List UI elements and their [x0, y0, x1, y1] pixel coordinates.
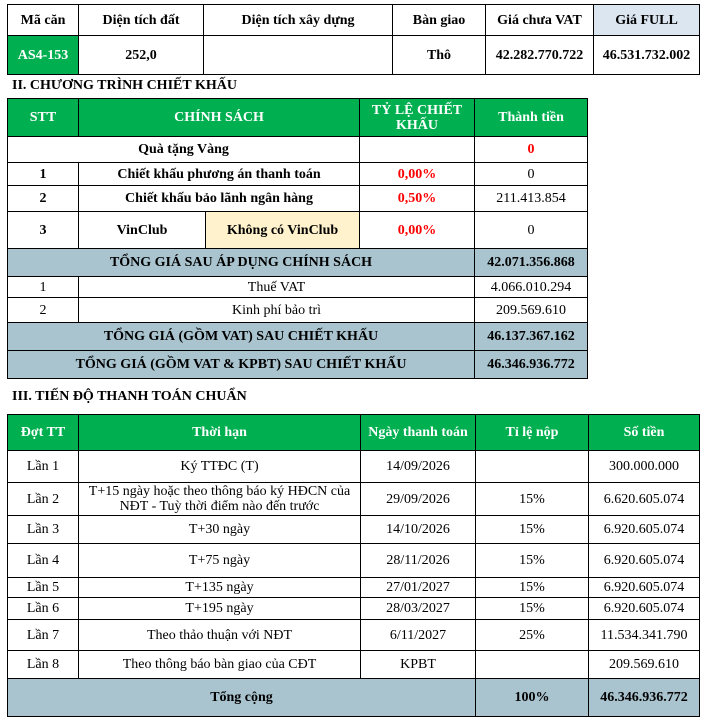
payment-date: 28/11/2026: [361, 544, 476, 578]
header-handover: Bàn giao: [393, 5, 486, 36]
payment-term: T+15 ngày hoặc theo thông báo ký HĐCN của NĐT - Tuỳ thời điểm nào đến trước: [79, 483, 361, 516]
fee-label: Thuế VAT: [79, 277, 475, 298]
payment-date: 27/01/2027: [361, 578, 476, 598]
payment-date: 29/09/2026: [361, 483, 476, 516]
payment-phase: Lần 8: [8, 651, 79, 679]
payment-table: [7, 414, 700, 717]
payment-rate: [476, 451, 589, 483]
vinclub-amount: 0: [475, 212, 588, 249]
payment-date: 6/11/2027: [361, 620, 476, 651]
payment-amount: 6.920.605.074: [589, 516, 700, 544]
payment-rate: 15%: [476, 483, 589, 516]
fee-amount: 4.066.010.294: [475, 277, 588, 298]
gift-amount: 0: [475, 137, 588, 163]
discount-table: [7, 98, 588, 379]
payment-total-rate: 100%: [476, 679, 589, 717]
discount-policy: Chiết khấu bảo lãnh ngân hàng: [79, 186, 360, 212]
header-amount: Thành tiền: [475, 99, 588, 137]
discount-policy: Chiết khấu phương án thanh toán: [79, 163, 360, 186]
payment-date: 14/10/2026: [361, 516, 476, 544]
handover-cell: Thô: [393, 36, 486, 75]
header-phase: Đợt TT: [8, 415, 79, 451]
payment-amount: 6.920.605.074: [589, 544, 700, 578]
vinclub-label: VinClub: [79, 212, 206, 249]
total-incl-vat-amount: 46.137.367.162: [475, 323, 588, 351]
vinclub-stt: 3: [8, 212, 79, 249]
payment-term: T+30 ngày: [79, 516, 361, 544]
discount-amount: 0: [475, 163, 588, 186]
payment-term: T+75 ngày: [79, 544, 361, 578]
payment-date: 28/03/2027: [361, 598, 476, 620]
header-stt: STT: [8, 99, 79, 137]
payment-total-label: Tổng cộng: [8, 679, 476, 717]
payment-phase: Lần 2: [8, 483, 79, 516]
header-amount: Số tiền: [589, 415, 700, 451]
discount-stt: 2: [8, 186, 79, 212]
total-after-policy-label: TỔNG GIÁ SAU ÁP DỤNG CHÍNH SÁCH: [8, 249, 475, 277]
payment-rate: 15%: [476, 544, 589, 578]
payment-date: KPBT: [361, 651, 476, 679]
header-rate: TỶ LỆ CHIẾT KHẤU: [360, 99, 475, 137]
price-excl-vat-cell: 42.282.770.722: [486, 36, 594, 75]
payment-phase: Lần 3: [8, 516, 79, 544]
discount-stt: 1: [8, 163, 79, 186]
vinclub-option-select[interactable]: Không có VinClub: [206, 212, 360, 249]
unit-table: [7, 4, 700, 75]
payment-amount: 209.569.610: [589, 651, 700, 679]
build-area-cell: [204, 36, 393, 75]
discount-rate: 0,00%: [360, 163, 475, 186]
total-after-policy-amount: 42.071.356.868: [475, 249, 588, 277]
payment-phase: Lần 4: [8, 544, 79, 578]
total-incl-vat-kpbt-label: TỔNG GIÁ (GỒM VAT & KPBT) SAU CHIẾT KHẤU: [8, 351, 475, 379]
header-term: Thời hạn: [79, 415, 361, 451]
fee-amount: 209.569.610: [475, 298, 588, 323]
header-unit-code: Mã căn: [8, 5, 79, 36]
land-area-cell: 252,0: [79, 36, 204, 75]
discount-rate: 0,50%: [360, 186, 475, 212]
payment-phase: Lần 5: [8, 578, 79, 598]
header-price-excl-vat: Giá chưa VAT: [486, 5, 594, 36]
gift-label: Quà tặng Vàng: [8, 137, 360, 163]
payment-rate: [476, 651, 589, 679]
payment-total-amount: 46.346.936.772: [589, 679, 700, 717]
payment-amount: 6.920.605.074: [589, 598, 700, 620]
payment-amount: 6.620.605.074: [589, 483, 700, 516]
header-land-area: Diện tích đất: [79, 5, 204, 36]
fee-stt: 2: [8, 298, 79, 323]
payment-amount: 6.920.605.074: [589, 578, 700, 598]
header-policy: CHÍNH SÁCH: [79, 99, 360, 137]
payment-phase: Lần 7: [8, 620, 79, 651]
payment-rate: 15%: [476, 598, 589, 620]
discount-section-title: II. CHƯƠNG TRÌNH CHIẾT KHẤU: [12, 78, 237, 93]
price-full-cell: 46.531.732.002: [594, 36, 700, 75]
gift-rate: [360, 137, 475, 163]
payment-term: Theo thông báo bàn giao của CĐT: [79, 651, 361, 679]
header-date: Ngày thanh toán: [361, 415, 476, 451]
fee-stt: 1: [8, 277, 79, 298]
payment-rate: 15%: [476, 578, 589, 598]
payment-term: Ký TTĐC (T): [79, 451, 361, 483]
header-build-area: Diện tích xây dựng: [204, 5, 393, 36]
unit-code-cell: AS4-153: [8, 36, 79, 75]
payment-phase: Lần 6: [8, 598, 79, 620]
payment-term: Theo thảo thuận với NĐT: [79, 620, 361, 651]
payment-amount: 300.000.000: [589, 451, 700, 483]
payment-rate: 25%: [476, 620, 589, 651]
total-incl-vat-kpbt-amount: 46.346.936.772: [475, 351, 588, 379]
header-rate: Tỉ lệ nộp: [476, 415, 589, 451]
payment-section-title: III. TIẾN ĐỘ THANH TOÁN CHUẨN: [12, 389, 247, 404]
vinclub-rate: 0,00%: [360, 212, 475, 249]
payment-amount: 11.534.341.790: [589, 620, 700, 651]
discount-amount: 211.413.854: [475, 186, 588, 212]
payment-phase: Lần 1: [8, 451, 79, 483]
payment-rate: 15%: [476, 516, 589, 544]
header-price-full: Giá FULL: [594, 5, 700, 36]
payment-term: T+135 ngày: [79, 578, 361, 598]
payment-term: T+195 ngày: [79, 598, 361, 620]
fee-label: Kinh phí bảo trì: [79, 298, 475, 323]
payment-date: 14/09/2026: [361, 451, 476, 483]
total-incl-vat-label: TỔNG GIÁ (GỒM VAT) SAU CHIẾT KHẤU: [8, 323, 475, 351]
